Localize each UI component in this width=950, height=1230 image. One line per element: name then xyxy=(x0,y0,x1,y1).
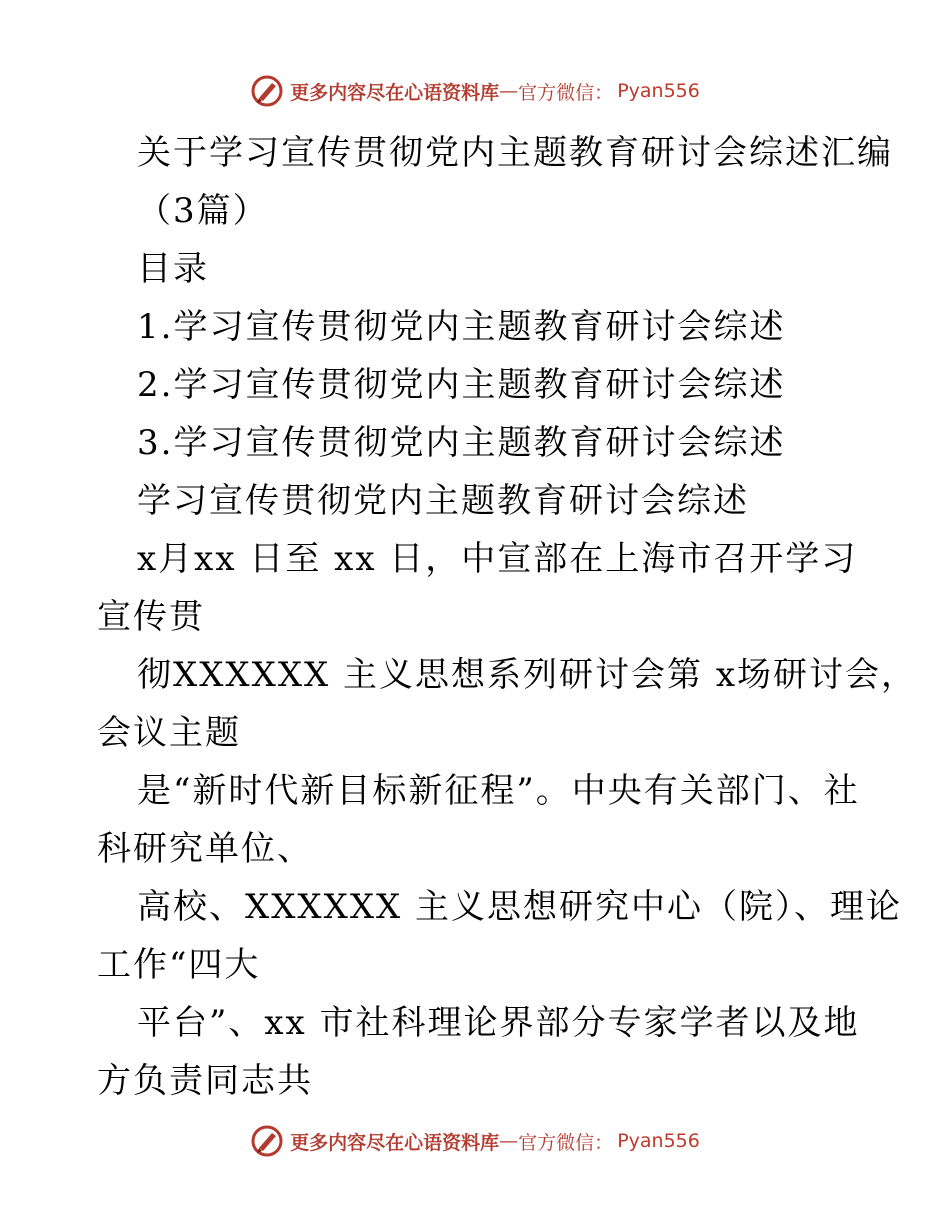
text-line: 高校、XXXXXX 主义思想研究中心（院）、理论 xyxy=(137,887,903,927)
text-line: 1.学习宣传贯彻党内主题教育研讨会综述 xyxy=(137,307,786,347)
watermark-wechat-label: 官方微信： xyxy=(518,81,614,104)
text-line: （3篇） xyxy=(137,191,269,231)
text-line: 方负责同志共 xyxy=(97,1061,313,1101)
watermark-dash: — xyxy=(499,80,519,102)
text-line: 目录 xyxy=(137,249,209,289)
document-body xyxy=(97,124,918,1110)
text-line: 关于学习宣传贯彻党内主题教育研讨会综述汇编 xyxy=(137,133,893,173)
footer-watermark xyxy=(0,1121,950,1161)
text-line: 学习宣传贯彻党内主题教育研讨会综述 xyxy=(137,481,749,521)
text-line: 科研究单位、 xyxy=(97,829,313,869)
text-line: 是“新时代新目标新征程”。中央有关部门、社 xyxy=(137,771,860,811)
watermark-wechat-id: Pyan556 xyxy=(617,1130,700,1152)
text-line: 2.学习宣传贯彻党内主题教育研讨会综述 xyxy=(137,365,786,405)
pen-logo-icon xyxy=(250,1124,284,1158)
text-line: 工作“四大 xyxy=(97,945,261,985)
watermark-wechat-label: 官方微信： xyxy=(518,1131,614,1154)
pen-logo-icon xyxy=(250,74,284,108)
text-line: 会议主题 xyxy=(97,713,241,753)
header-watermark xyxy=(0,71,950,111)
watermark-wechat-id: Pyan556 xyxy=(617,80,700,102)
text-line: 3.学习宣传贯彻党内主题教育研讨会综述 xyxy=(137,423,786,463)
text-line: 宣传贯 xyxy=(97,597,205,637)
text-line: 彻XXXXXX 主义思想系列研讨会第 x场研讨会， xyxy=(137,655,918,695)
text-line: 平台”、xx 市社科理论界部分专家学者以及地 xyxy=(137,1003,860,1043)
watermark-site-text: 更多内容尽在心语资料库 xyxy=(290,1131,500,1154)
watermark-dash: — xyxy=(499,1130,519,1152)
watermark-site-text: 更多内容尽在心语资料库 xyxy=(290,81,500,104)
text-line: x月xx 日至 xx 日，中宣部在上海市召开学习 xyxy=(137,539,858,579)
